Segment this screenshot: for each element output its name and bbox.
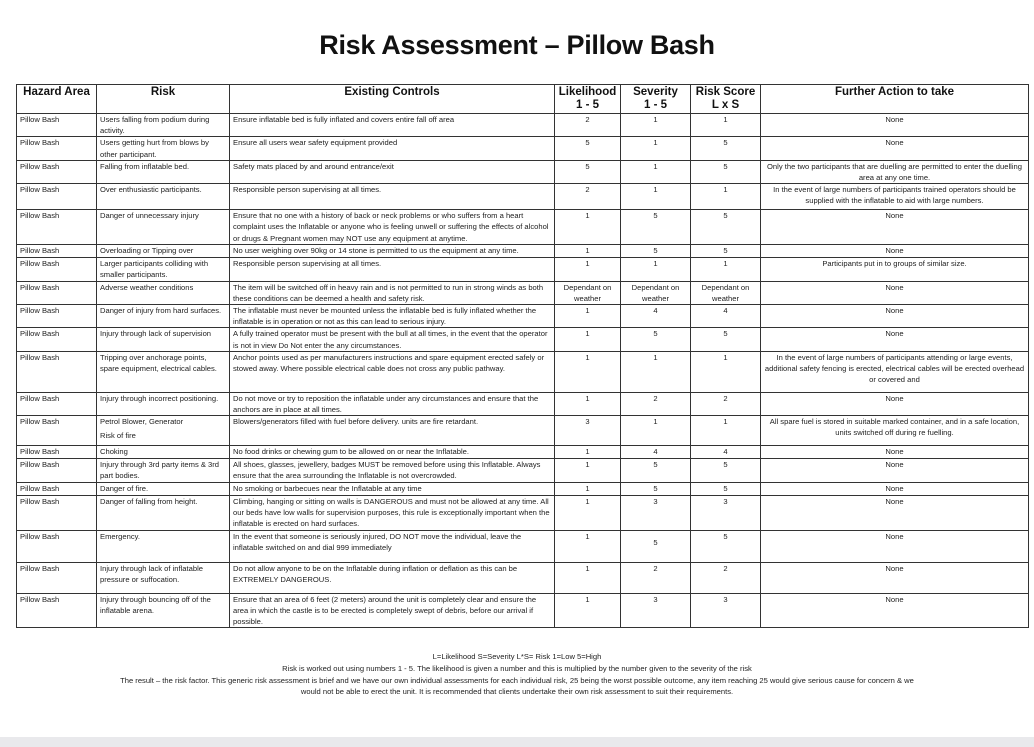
cell-action: In the event of large numbers of participants attending or large events, additional safety fencing is erected, electrical cables will be erected overhead or covered and	[761, 351, 1029, 392]
cell-controls: Ensure that an area of 6 feet (2 meters) around the unit is completely clear and ensure the area in which the castle is to be erected is completely swept of debris, before our arrival if possible.	[230, 593, 555, 628]
cell-action: None	[761, 328, 1029, 351]
cell-score: Dependant on weather	[691, 281, 761, 304]
cell-hazard: Pillow Bash	[17, 495, 97, 530]
cell-risk: Adverse weather conditions	[97, 281, 230, 304]
cell-controls: No food drinks or chewing gum to be allowed on or near the Inflatable.	[230, 446, 555, 459]
cell-hazard: Pillow Bash	[17, 593, 97, 628]
cell-controls: Ensure all users wear safety equipment provided	[230, 137, 555, 160]
table-row	[17, 351, 1029, 392]
cell-severity-value: 5	[653, 537, 658, 547]
footer-legend: L=Likelihood S=Severity L*S= Risk 1=Low 5=High	[432, 652, 602, 661]
cell-likelihood: 1	[555, 328, 621, 351]
cell-action: None	[761, 392, 1029, 415]
page-title: Risk Assessment – Pillow Bash	[319, 30, 715, 60]
table-row	[17, 593, 1029, 628]
table-row	[17, 305, 1029, 328]
table-row	[17, 482, 1029, 495]
cell-controls: The item will be switched off in heavy rain and is not permitted to run in strong winds as both these conditions can be deemed a health and safety risk.	[230, 281, 555, 304]
header-likelihood-label: Likelihood	[558, 86, 617, 98]
cell-severity: 2	[621, 392, 691, 415]
cell-score: 2	[691, 392, 761, 415]
cell-severity	[621, 530, 691, 562]
header-severity-scale: 1 - 5	[643, 99, 667, 111]
cell-severity: 2	[621, 562, 691, 593]
cell-hazard: Pillow Bash	[17, 137, 97, 160]
table-row	[17, 160, 1029, 183]
cell-action: None	[761, 530, 1029, 562]
cell-risk: Injury through lack of inflatable pressure or suffocation.	[97, 562, 230, 593]
cell-severity: 3	[621, 593, 691, 628]
cell-hazard: Pillow Bash	[17, 392, 97, 415]
cell-action: Only the two participants that are duelling are permitted to enter the duelling area at any one time.	[761, 160, 1029, 183]
cell-severity: 5	[621, 210, 691, 245]
footer-recommendation: would not be able to erect the unit. It is recommended that clients undertake their own risk assessment to suit their requirements.	[300, 687, 734, 696]
cell-risk: Choking	[97, 446, 230, 459]
cell-action: None	[761, 459, 1029, 482]
cell-risk: Over enthusiastic participants.	[97, 184, 230, 210]
cell-severity: 1	[621, 416, 691, 446]
table-row	[17, 210, 1029, 245]
cell-likelihood: 3	[555, 416, 621, 446]
cell-likelihood: 1	[555, 530, 621, 562]
table-row	[17, 530, 1029, 562]
cell-score: 5	[691, 210, 761, 245]
cell-likelihood: 2	[555, 184, 621, 210]
cell-action: None	[761, 495, 1029, 530]
cell-likelihood: 1	[555, 305, 621, 328]
cell-controls: Responsible person supervising at all times.	[230, 258, 555, 281]
cell-action: None	[761, 114, 1029, 137]
cell-severity: 1	[621, 184, 691, 210]
cell-likelihood: 1	[555, 593, 621, 628]
table-row	[17, 495, 1029, 530]
cell-hazard: Pillow Bash	[17, 562, 97, 593]
cell-likelihood: 1	[555, 258, 621, 281]
footer-result: The result – the risk factor. This generic risk assessment is brief and we have our own individual assessments for each individual risk, 25 being the worst possible outcome, any item reaching 25 would give serious cause for concern & we	[120, 676, 914, 685]
table-row	[17, 328, 1029, 351]
cell-likelihood: 1	[555, 459, 621, 482]
cell-risk: Users getting hurt from blows by other participant.	[97, 137, 230, 160]
cell-likelihood: 5	[555, 137, 621, 160]
cell-risk: Injury through 3rd party items & 3rd part bodies.	[97, 459, 230, 482]
cell-likelihood: 1	[555, 392, 621, 415]
cell-controls: Anchor points used as per manufacturers instructions and spare equipment erected safely or stowed away. Where possible electrical cable does not cross any public pathway.	[230, 351, 555, 392]
cell-severity: 5	[621, 482, 691, 495]
cell-controls: Climbing, hanging or sitting on walls is DANGEROUS and must not be allowed at any time. All our beds have low walls for supervision purposes, this rule is exceptionally important when the inflatable is erected on hard surfaces.	[230, 495, 555, 530]
cell-action: None	[761, 446, 1029, 459]
cell-likelihood: 1	[555, 482, 621, 495]
cell-severity: Dependant on weather	[621, 281, 691, 304]
cell-severity: 4	[621, 446, 691, 459]
risk-table	[16, 84, 1029, 628]
cell-risk: Injury through incorrect positioning.	[97, 392, 230, 415]
cell-hazard: Pillow Bash	[17, 416, 97, 446]
cell-severity: 1	[621, 137, 691, 160]
cell-severity: 5	[621, 328, 691, 351]
cell-score: 5	[691, 137, 761, 160]
table-row	[17, 562, 1029, 593]
cell-hazard: Pillow Bash	[17, 114, 97, 137]
cell-hazard: Pillow Bash	[17, 328, 97, 351]
cell-hazard: Pillow Bash	[17, 184, 97, 210]
header-hazard-area: Hazard Area	[17, 85, 97, 114]
cell-risk: Danger of unnecessary injury	[97, 210, 230, 245]
cell-controls: Ensure that no one with a history of back or neck problems or who suffers from a heart complaint uses the Inflatable or anyone who is feeling unwell or suffering the effects of alcohol or drugs & Pregnant women may NOT use any equipment at anytime.	[230, 210, 555, 245]
cell-likelihood: 1	[555, 351, 621, 392]
cell-hazard: Pillow Bash	[17, 210, 97, 245]
cell-controls: Ensure inflatable bed is fully inflated and covers entire fall off area	[230, 114, 555, 137]
cell-likelihood: 1	[555, 562, 621, 593]
header-likelihood	[555, 85, 621, 114]
cell-action: None	[761, 593, 1029, 628]
cell-risk: Danger of fire.	[97, 482, 230, 495]
cell-severity: 1	[621, 114, 691, 137]
cell-score: 1	[691, 184, 761, 210]
cell-severity: 3	[621, 495, 691, 530]
header-risk-score-formula: L x S	[711, 99, 740, 111]
cell-action: None	[761, 245, 1029, 258]
cell-controls: Do not move or try to reposition the inflatable under any circumstances and ensure that the anchors are in place at all times.	[230, 392, 555, 415]
cell-risk-line1: Petrol Blower, Generator	[100, 417, 184, 427]
cell-action: None	[761, 210, 1029, 245]
cell-hazard: Pillow Bash	[17, 351, 97, 392]
header-likelihood-scale: 1 - 5	[575, 99, 599, 111]
cell-hazard: Pillow Bash	[17, 446, 97, 459]
cell-risk: Danger of falling from height.	[97, 495, 230, 530]
cell-controls: Do not allow anyone to be on the Inflatable during inflation or deflation as this can be EXTREMELY DANGEROUS.	[230, 562, 555, 593]
cell-hazard: Pillow Bash	[17, 305, 97, 328]
cell-severity: 1	[621, 160, 691, 183]
cell-score: 5	[691, 160, 761, 183]
cell-likelihood: 1	[555, 495, 621, 530]
cell-controls: In the event that someone is seriously injured, DO NOT move the individual, leave the inflatable switched on and dial 999 immediately	[230, 530, 555, 562]
cell-risk	[97, 416, 230, 446]
cell-score: 1	[691, 351, 761, 392]
cell-controls: All shoes, glasses, jewellery, badges MUST be removed before using this Inflatable. Always ensure that the area surrounding the Inflatable is not overcrowded.	[230, 459, 555, 482]
cell-risk: Larger participants colliding with smaller participants.	[97, 258, 230, 281]
cell-risk: Falling from inflatable bed.	[97, 160, 230, 183]
cell-risk: Overloading or Tipping over	[97, 245, 230, 258]
cell-score: 5	[691, 459, 761, 482]
table-row	[17, 114, 1029, 137]
table-row	[17, 281, 1029, 304]
cell-hazard: Pillow Bash	[17, 530, 97, 562]
cell-risk: Emergency.	[97, 530, 230, 562]
cell-risk: Users falling from podium during activity.	[97, 114, 230, 137]
table-row	[17, 392, 1029, 415]
cell-severity: 5	[621, 459, 691, 482]
cell-score: 1	[691, 258, 761, 281]
cell-score: 1	[691, 416, 761, 446]
header-existing-controls: Existing Controls	[230, 85, 555, 114]
header-risk-score-label: Risk Score	[695, 86, 756, 98]
cell-score: 5	[691, 245, 761, 258]
cell-controls: A fully trained operator must be present with the bull at all times, in the event that the operator is not in view Do Not enter the any circumstances.	[230, 328, 555, 351]
cell-score: 5	[691, 328, 761, 351]
cell-score: 3	[691, 593, 761, 628]
cell-score: 1	[691, 114, 761, 137]
cell-score: 5	[691, 482, 761, 495]
cell-action: None	[761, 562, 1029, 593]
cell-likelihood: 1	[555, 210, 621, 245]
table-row	[17, 459, 1029, 482]
cell-hazard: Pillow Bash	[17, 482, 97, 495]
cell-hazard: Pillow Bash	[17, 160, 97, 183]
cell-action: None	[761, 281, 1029, 304]
header-severity-label: Severity	[633, 86, 678, 98]
cell-controls: Blowers/generators filled with fuel before delivery. units are fire retardant.	[230, 416, 555, 446]
table-row	[17, 137, 1029, 160]
cell-hazard: Pillow Bash	[17, 258, 97, 281]
header-severity	[621, 85, 691, 114]
header-risk: Risk	[97, 85, 230, 114]
cell-severity: 1	[621, 258, 691, 281]
cell-score: 2	[691, 562, 761, 593]
cell-score: 4	[691, 446, 761, 459]
header-row	[17, 85, 1029, 114]
cell-controls: No user weighing over 90kg or 14 stone is permitted to us the equipment at any time.	[230, 245, 555, 258]
table-row	[17, 446, 1029, 459]
cell-score: 3	[691, 495, 761, 530]
cell-action: In the event of large numbers of participants trained operators should be supplied with the inflatable to aid with large numbers.	[761, 184, 1029, 210]
footer-method: Risk is worked out using numbers 1 - 5. The likelihood is given a number and this is multiplied by the number given to the severity of the risk	[282, 664, 752, 673]
header-risk-score	[691, 85, 761, 114]
cell-action: Participants put in to groups of similar size.	[761, 258, 1029, 281]
table-row	[17, 184, 1029, 210]
cell-action: None	[761, 137, 1029, 160]
page-bottom-edge	[0, 737, 1034, 747]
cell-controls: No smoking or barbecues near the Inflatable at any time	[230, 482, 555, 495]
cell-hazard: Pillow Bash	[17, 459, 97, 482]
cell-severity: 4	[621, 305, 691, 328]
cell-risk: Tripping over anchorage points, spare equipment, electrical cables.	[97, 351, 230, 392]
table-row	[17, 258, 1029, 281]
cell-risk: Injury through bouncing off of the inflatable arena.	[97, 593, 230, 628]
cell-likelihood: 2	[555, 114, 621, 137]
cell-risk: Danger of injury from hard surfaces.	[97, 305, 230, 328]
cell-likelihood: 1	[555, 446, 621, 459]
header-further-action: Further Action to take	[761, 85, 1029, 114]
cell-action: None	[761, 482, 1029, 495]
cell-controls: Responsible person supervising at all times.	[230, 184, 555, 210]
cell-score: 4	[691, 305, 761, 328]
cell-controls: The inflatable must never be mounted unless the inflatable bed is fully inflated whether the inflatable is in operation or not as this can lead to serious injury.	[230, 305, 555, 328]
cell-hazard: Pillow Bash	[17, 245, 97, 258]
cell-risk-line2: Risk of fire	[100, 431, 136, 441]
cell-hazard: Pillow Bash	[17, 281, 97, 304]
cell-risk: Injury through lack of supervision	[97, 328, 230, 351]
cell-likelihood: 5	[555, 160, 621, 183]
table-row	[17, 416, 1029, 446]
cell-action: All spare fuel is stored in suitable marked container, and in a safe location, units switched off during re fuelling.	[761, 416, 1029, 446]
cell-controls: Safety mats placed by and around entrance/exit	[230, 160, 555, 183]
cell-action: None	[761, 305, 1029, 328]
cell-severity: 1	[621, 351, 691, 392]
cell-severity: 5	[621, 245, 691, 258]
cell-score: 5	[691, 530, 761, 562]
cell-likelihood: Dependant on weather	[555, 281, 621, 304]
table-row	[17, 245, 1029, 258]
cell-likelihood: 1	[555, 245, 621, 258]
